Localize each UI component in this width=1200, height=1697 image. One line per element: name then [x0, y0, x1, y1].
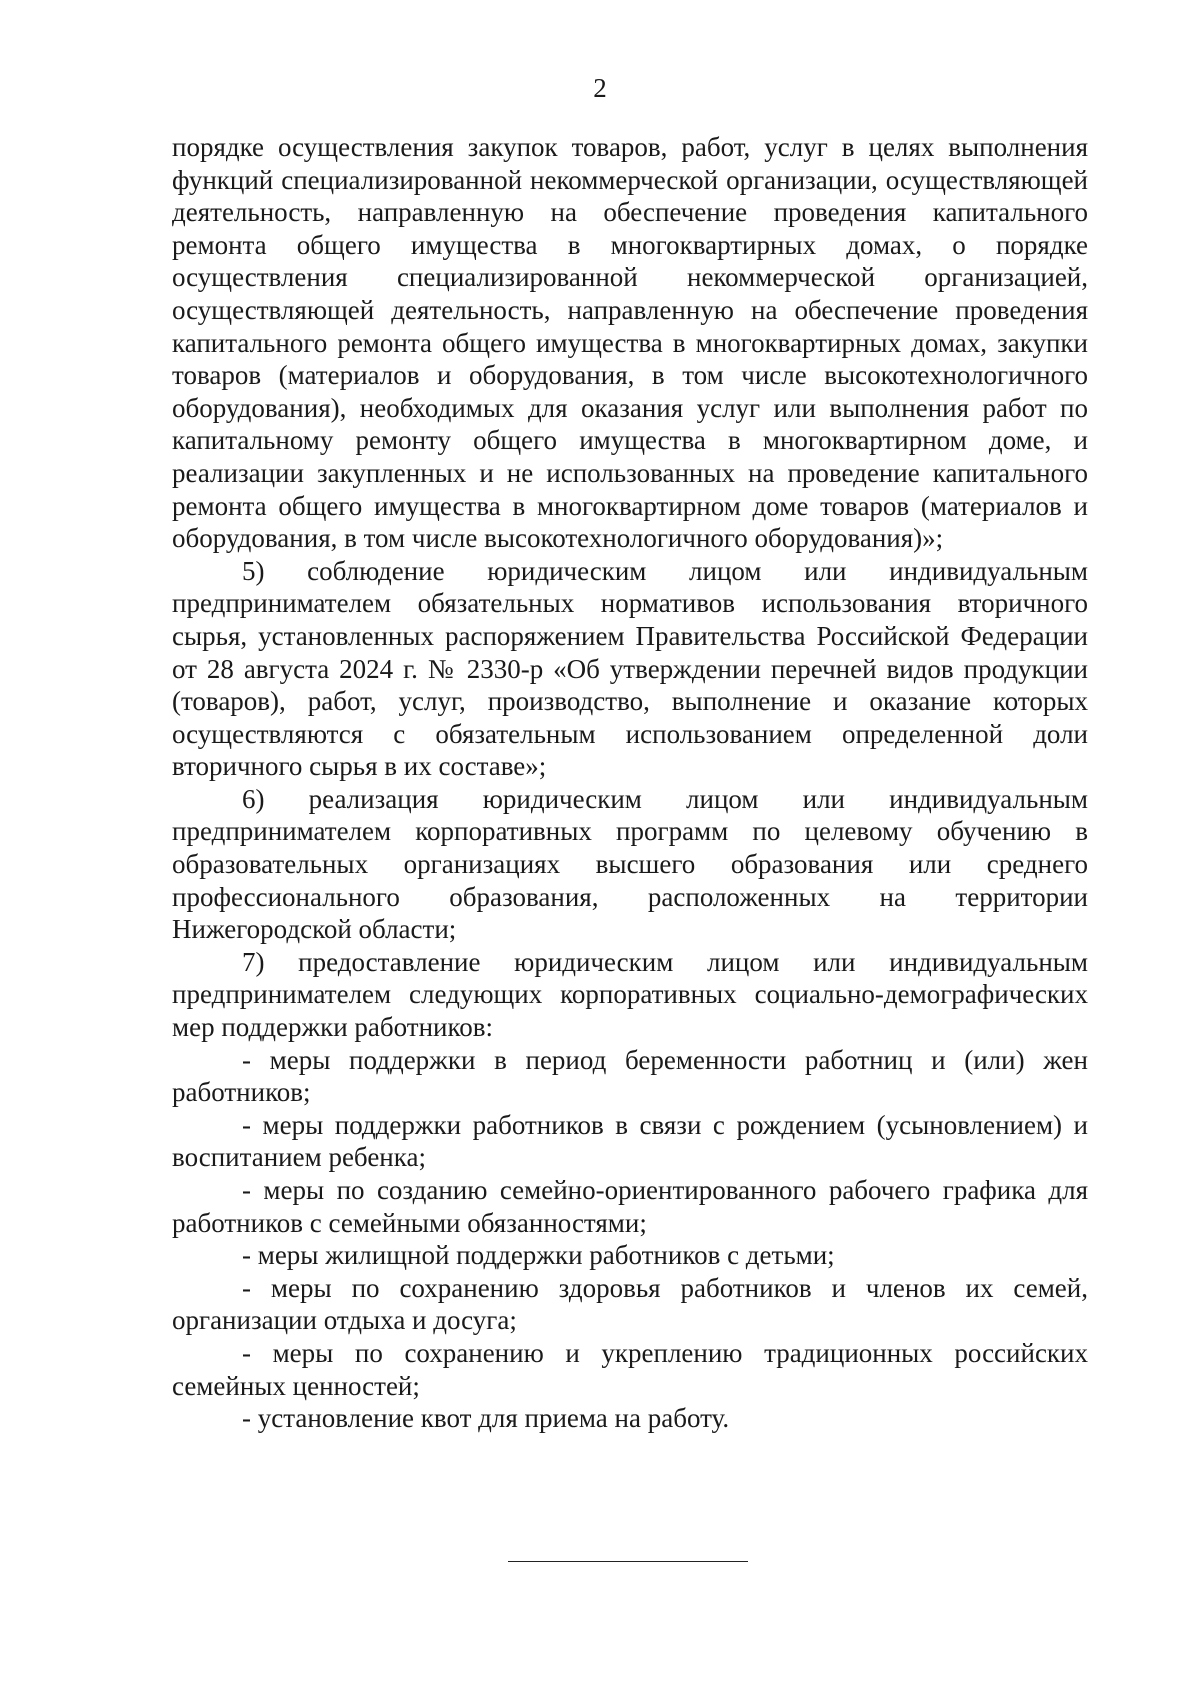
list-item-health-leisure: - меры по сохранению здоровья работников и членов их семей, организации отдыха и досуга;	[172, 1272, 1088, 1336]
list-item-family-values: - меры по сохранению и укреплению традиционных российских семейных ценностей;	[172, 1337, 1088, 1401]
list-item-housing-support: - меры жилищной поддержки работников с детьми;	[242, 1240, 835, 1271]
list-item-family-schedule: - меры по созданию семейно-ориентированного рабочего графика для работников с семейными обязанностями;	[172, 1175, 1088, 1238]
page-number: 2	[593, 73, 607, 103]
paragraph-item-6: 6) реализация юридическим лицом или индивидуальным предпринимателем корпоративных программ по целевому обучению в образовательных организациях высшего образования или среднего профессионального образования, расположенных на территории Нижегородской области;	[172, 783, 1088, 945]
paragraph-item-5: 5) соблюдение юридическим лицом или индивидуальным предпринимателем обязательных нормативов использования вторичного сырья, установленных распоряжением Правительства Российской Федерации от 28 августа 2024 г. № 2330-р «Об утверждении перечней видов продукции (товаров), работ, услуг, производство, выполнение и оказание которых осуществляются с обязательным использованием определенной доли вторичного сырья в их составе»;	[172, 555, 1088, 782]
list-item-hiring-quotas: - установление квот для приема на работу.	[242, 1403, 730, 1434]
paragraph-procurement-continuation: порядке осуществления закупок товаров, работ, услуг в целях выполнения функций специализированной некоммерческой организации, осуществляющей деятельность, направленную на обеспечение проведения капитального ремонта общего имущества в многоквартирных домах, о порядке осуществления специализированной некоммерческой организацией, осуществляющей деятельность, направленную на обеспечение проведения капитального ремонта общего имущества в многоквартирных домах, закупки товаров (материалов и оборудования, в том числе высокотехнологичного оборудования), необходимых для оказания услуг или выполнения работ по капитальному ремонту общего имущества в многоквартирном доме, и реализации закупленных и не использованных на проведение капитального ремонта общего имущества в многоквартирном доме товаров (материалов и оборудования, в том числе высокотехнологичного оборудования)»;	[172, 132, 1088, 554]
paragraph-item-7: 7) предоставление юридическим лицом или индивидуальным предпринимателем следующих корпоративных социально-демографических мер поддержки работников:	[172, 946, 1088, 1043]
list-item-pregnancy-support: - меры поддержки в период беременности работниц и (или) жен работников;	[172, 1044, 1088, 1108]
document-body	[172, 131, 1088, 1435]
list-item-childbirth-support: - меры поддержки работников в связи с рождением (усыновлением) и воспитанием ребенка;	[172, 1109, 1088, 1173]
end-of-document-rule	[508, 1561, 748, 1562]
